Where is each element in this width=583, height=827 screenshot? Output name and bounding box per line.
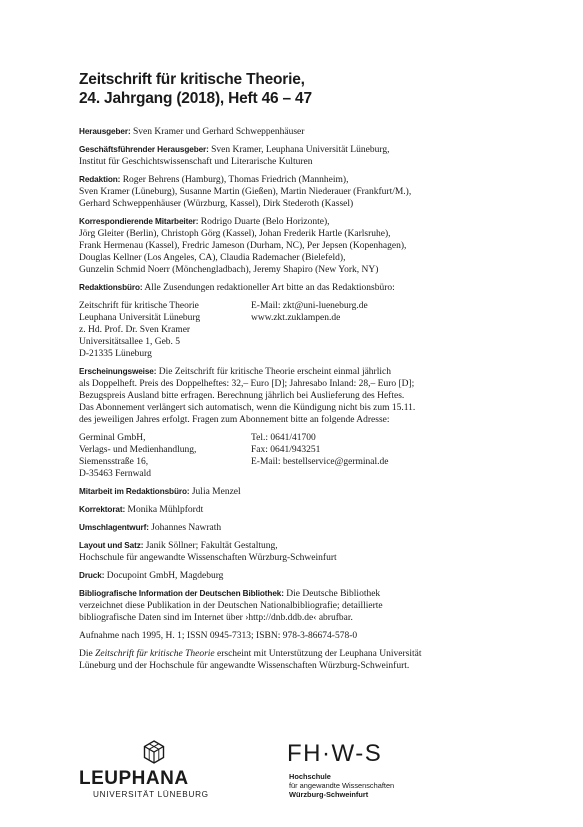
subscription-email: E-Mail: bestellservice@germinal.de [251,457,389,467]
korrespondierende-line-4: Douglas Kellner (Los Angeles, CA), Claudia Rademacher (Bielefeld), [79,253,346,263]
unterstuetzung-line-2: Lüneburg und der Hochschule für angewandte Wissenschaften Würzburg-Schweinfurt. [79,661,410,671]
editorial-address [79,300,519,360]
editorial-contact [251,300,519,360]
address-line: Verlags- und Medienhandlung, [79,445,197,455]
address-line: Zeitschrift für kritische Theorie [79,301,199,311]
korrespondierende-line-5: Gunzelin Schmid Noerr (Mönchengladbach), Jeremy Shapiro (New York, NY) [79,265,379,275]
redaktionsbuero-section [79,282,519,294]
korrektorat-label: Korrektorat: [79,505,126,514]
fhws-subtitle [289,772,394,799]
unterstuetzung-section [79,648,519,672]
title-line-2: 24. Jahrgang (2018), Heft 46 – 47 [79,90,312,107]
geschaeftsfuehrend-label: Geschäftsführender Herausgeber: [79,145,209,154]
mitarbeit-section [79,486,519,498]
address-line: D-35463 Fernwald [79,469,152,479]
address-line: Leuphana Universität Lüneburg [79,313,201,323]
bibliografisch-section [79,588,519,624]
leuphana-hexagon-icon [143,740,165,764]
geschaeftsfuehrend-line-1: Sven Kramer, Leuphana Universität Lüneburg, [208,145,390,155]
korrektorat-text: Monika Mühlpfordt [125,505,204,515]
redaktion-line-1: Roger Behrens (Hamburg), Thomas Friedrich (Mannheim), [120,175,349,185]
korrespondierende-label: Korrespondierende Mitarbeiter: [79,217,199,226]
sponsor-logos [79,740,519,820]
redaktion-line-3: Gerhard Schweppenhäuser (Würzburg, Kassel), Dirk Stederoth (Kassel) [79,199,354,209]
erscheinungsweise-line-3: Bezugspreis Ausland bitte erfragen. Berechnung jährlich bei Auslieferung des Heftes. [79,391,405,401]
herausgeber-section [79,126,519,138]
umschlag-text: Johannes Nawrath [148,523,222,533]
aufnahme-text: Aufnahme nach 1995, H. 1; ISSN 0945-7313; ISBN: 978-3-86674-578-0 [79,631,358,641]
leuphana-subtitle: UNIVERSITÄT LÜNEBURG [93,790,209,799]
redaktion-section [79,174,519,210]
editorial-address-left [79,300,251,360]
subscription-address [79,432,519,480]
erscheinungsweise-line-2: als Doppelheft. Preis des Doppelheftes: 32,– Euro [D]; Jahresabo Inland: 28,– Euro [D]; [79,379,415,389]
bibliografisch-line-2: verzeichnet diese Publikation in der Deutschen Nationalbibliografie; detaillierte [79,601,383,611]
korrektorat-section [79,504,519,516]
address-line: D-21335 Lüneburg [79,349,152,359]
redaktionsbuero-text: Alle Zusendungen redaktioneller Art bitte an das Redaktionsbüro: [142,283,395,293]
fhws-sub-line-2: für angewandte Wissenschaften [289,781,395,790]
erscheinungsweise-section [79,366,519,426]
geschaeftsfuehrend-line-2: Institut für Geschichtswissenschaft und Literarische Kulturen [79,157,313,167]
fhws-sub-line-1: Hochschule [289,772,331,781]
redaktion-label: Redaktion: [79,175,121,184]
address-line: Universitätsallee 1, Geb. 5 [79,337,181,347]
subscription-address-left [79,432,251,480]
erscheinungsweise-line-5: des jeweiligen Jahres erfolgt. Fragen zum Abonnement bitte an folgende Adresse: [79,415,390,425]
erscheinungsweise-line-4: Das Abonnement verlängert sich automatisch, wenn die Kündigung nicht bis zum 15.11. [79,403,416,413]
redaktionsbuero-label: Redaktionsbüro: [79,283,143,292]
title-line-1: Zeitschrift für kritische Theorie, [79,71,305,88]
address-line: Germinal GmbH, [79,433,146,443]
korrespondierende-section [79,216,519,276]
aufnahme-section [79,630,519,642]
leuphana-wordmark: LEUPHANA [79,768,189,789]
fhws-sub-line-3: Würzburg-Schweinfurt [289,790,369,799]
subscription-phone: Tel.: 0641/41700 [251,433,316,443]
druck-text: Docupoint GmbH, Magdeburg [104,571,224,581]
druck-label: Druck: [79,571,105,580]
korrespondierende-line-1: Rodrigo Duarte (Belo Horizonte), [198,217,330,227]
unterstuetzung-journal: Zeitschrift für kritische Theorie [95,649,215,659]
address-line: z. Hd. Prof. Dr. Sven Kramer [79,325,191,335]
herausgeber-text: Sven Kramer und Gerhard Schweppenhäuser [130,127,305,137]
mitarbeit-label: Mitarbeit im Redaktionsbüro: [79,487,190,496]
leuphana-logo [79,740,239,802]
umschlag-label: Umschlagentwurf: [79,523,149,532]
imprint-page [79,70,519,678]
druck-section [79,570,519,582]
editorial-website: www.zkt.zuklampen.de [251,313,341,323]
subscription-fax: Fax: 0641/943251 [251,445,321,455]
erscheinungsweise-line-1: Die Zeitschrift für kritische Theorie erscheint einmal jährlich [156,367,391,377]
fhws-logo [287,740,467,820]
unterstuetzung-post: erscheint mit Unterstützung der Leuphana Universität [214,649,422,659]
layout-satz-section [79,540,519,564]
erscheinungsweise-label: Erscheinungsweise: [79,367,157,376]
unterstuetzung-pre: Die [79,649,96,659]
bibliografisch-line-1: Die Deutsche Bibliothek [283,589,381,599]
korrespondierende-line-3: Frank Hermenau (Kassel), Fredric Jameson (Durham, NC), Per Jepsen (Kopenhagen), [79,241,407,251]
editorial-email: E-Mail: zkt@uni-lueneburg.de [251,301,368,311]
fhws-wordmark: FH·W-S [287,740,383,767]
subscription-contact [251,432,519,480]
journal-title [79,70,519,108]
herausgeber-label: Herausgeber: [79,127,131,136]
umschlag-section [79,522,519,534]
layout-satz-label: Layout und Satz: [79,541,144,550]
address-line: Siemensstraße 16, [79,457,149,467]
layout-satz-line-2: Hochschule für angewandte Wissenschaften Würzburg-Schweinfurt [79,553,337,563]
bibliografisch-line-3: bibliografische Daten sind im Internet über ›http://dnb.ddb.de‹ abrufbar. [79,613,353,623]
mitarbeit-text: Julia Menzel [189,487,241,497]
redaktion-line-2: Sven Kramer (Lüneburg), Susanne Martin (Gießen), Martin Niederauer (Frankfurt/M.), [79,187,412,197]
bibliografisch-label: Bibliografische Information der Deutschen Bibliothek: [79,589,284,598]
layout-satz-line-1: Janik Söllner; Fakultät Gestaltung, [143,541,278,551]
korrespondierende-line-2: Jörg Gleiter (Berlin), Christoph Görg (Kassel), Johan Frederik Hartle (Karlsruhe), [79,229,391,239]
geschaeftsfuehrend-section [79,144,519,168]
